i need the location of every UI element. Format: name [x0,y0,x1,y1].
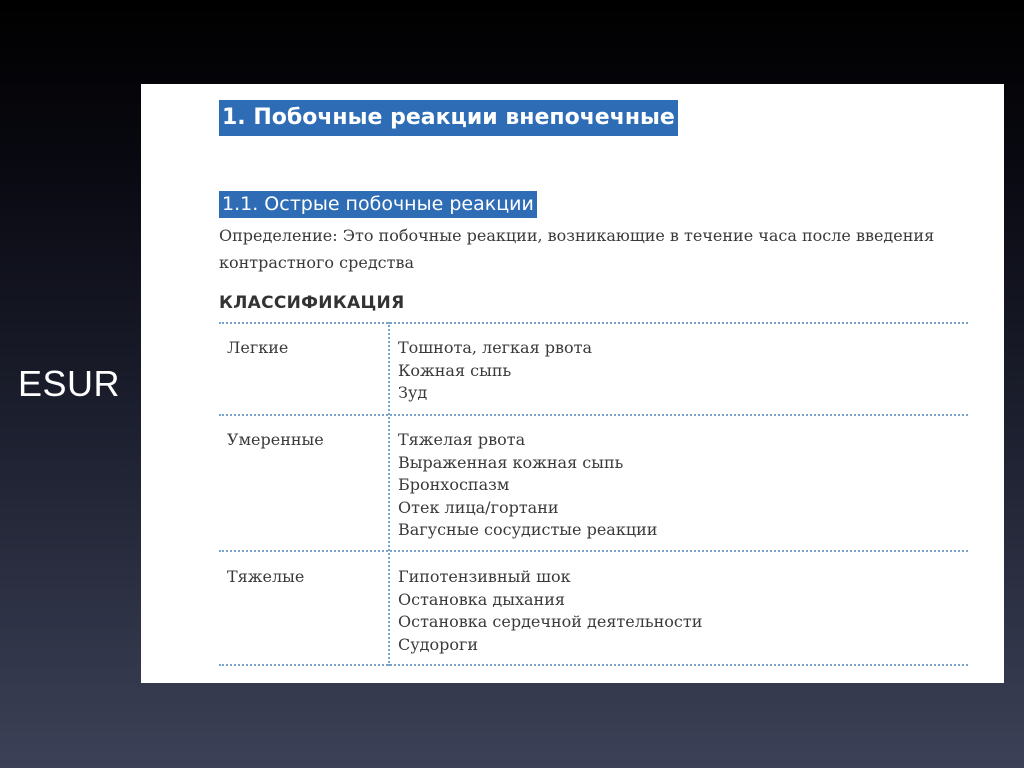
symptom-item: Гипотензивный шок [398,567,571,586]
table-rule [219,664,968,666]
table-rule [219,322,968,324]
symptom-item: Тяжелая рвота [398,430,526,449]
table-rule [219,550,968,552]
severity-label-mild: Легкие [227,338,289,357]
classification-table [219,322,968,668]
document-image [141,84,1004,683]
symptom-list-severe [398,566,702,656]
symptom-item: Бронхоспазм [398,475,510,494]
symptom-list-mild [398,337,592,405]
slide-side-label: ESUR [18,363,121,404]
symptom-item: Зуд [398,383,428,402]
severity-label-moderate: Умеренные [227,430,324,449]
symptom-list-moderate [398,429,657,542]
symptom-item: Остановка дыхания [398,589,565,609]
severity-label-severe: Тяжелые [227,567,305,586]
symptom-item: Отек лица/гортани [398,497,559,517]
symptom-item: Выраженная кожная сыпь [398,452,624,472]
symptom-item: Судороги [398,634,479,654]
symptom-item: Тошнота, легкая рвота [398,338,593,357]
definition-text: Определение: Это побочные реакции, возникающие в течение часа после введения контрастного средства [219,226,935,272]
table-rule [219,414,968,416]
subsection-heading: 1.1. Острые побочные реакции [219,191,537,218]
symptom-item: Кожная сыпь [398,360,512,380]
classification-heading: КЛАССИФИКАЦИЯ [219,293,405,313]
table-column-divider [388,322,390,666]
section-heading: 1. Побочные реакции внепочечные [219,100,678,136]
symptom-item: Вагусные сосудистые реакции [398,520,658,539]
symptom-item: Остановка сердечной деятельности [398,612,703,631]
